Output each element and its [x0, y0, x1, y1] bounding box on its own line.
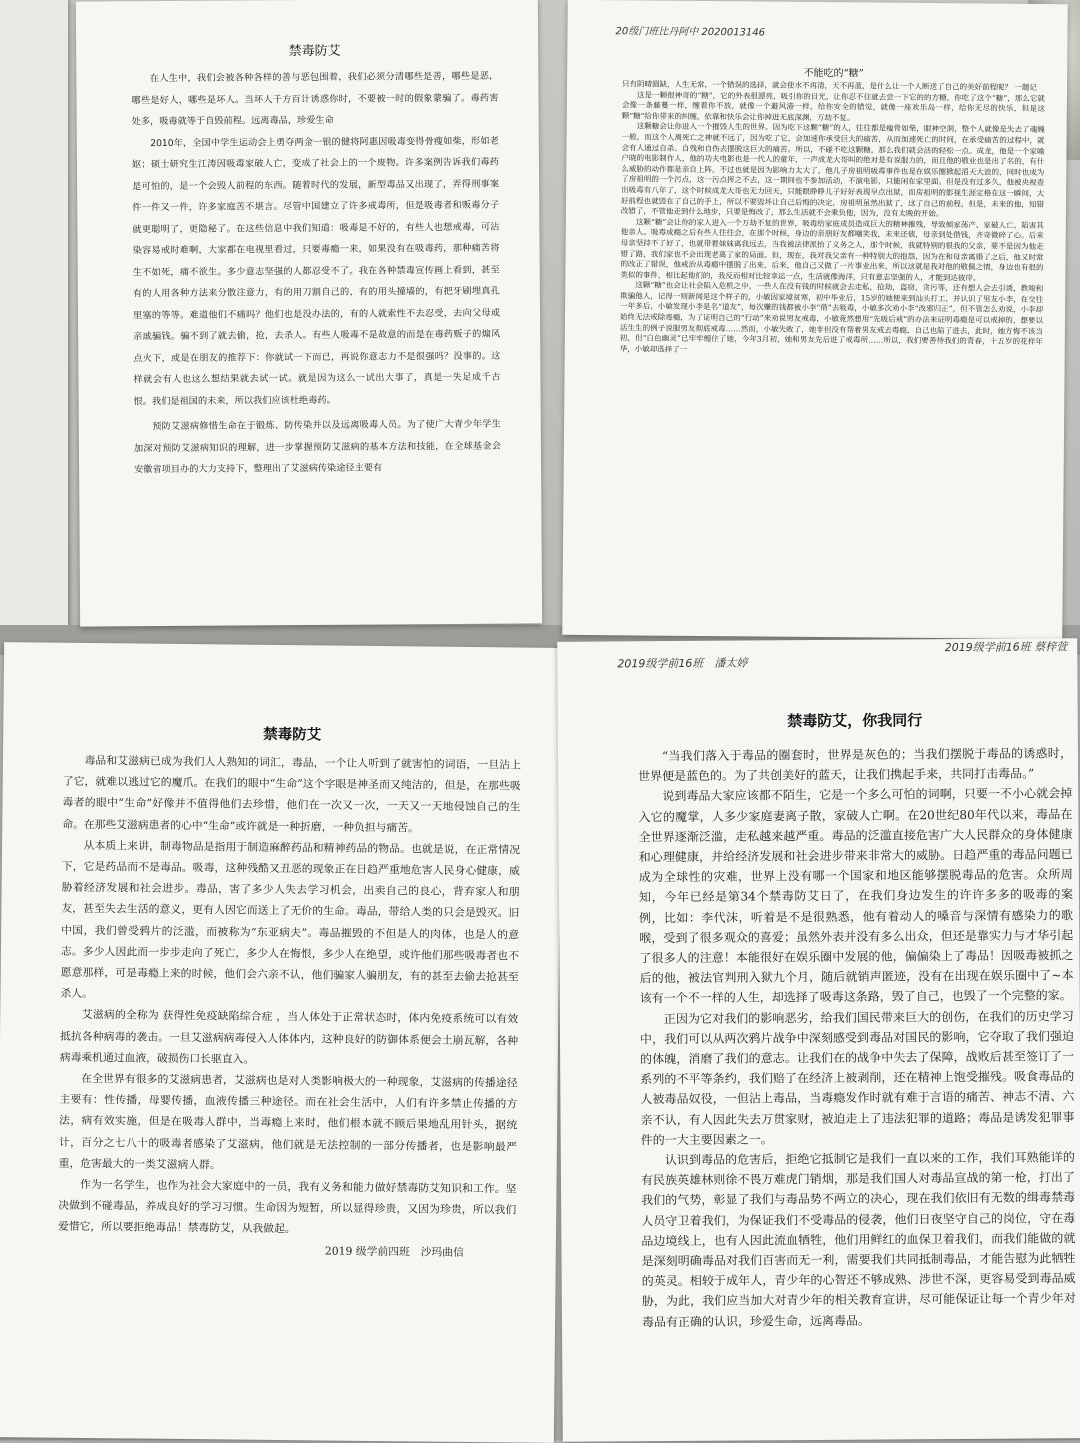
essay-title: 禁毒防艾，你我同行 [787, 711, 923, 731]
essay-paragraph: 作为一名学生，也作为社会大家庭中的一员，我有义务和能力做好禁毒防艾知识和工作。坚决做到不碰毒品，养成良好的学习习惯。生命因为短暂，所以显得珍贵，又因为珍贵，所以我们爱惜它，所以要拒绝毒品！禁毒防艾，从我做起。 [57, 1177, 517, 1236]
essay-paragraph: 在人生中，我们会被各种各样的善与恶包围着，我们必须分清哪些是善，哪些是恶，哪些是好人，哪些是坏人。当坏人千方百计诱惑你时，不要被一时的假象蒙骗了。毒药害处多，吸毒就等于自毁前程。远离毒品，珍爱生命 [131, 70, 499, 128]
essay-paragraph: “当我们落入于毒品的圈套时，世界是灰色的；当我们摆脱于毒品的诱惑时，世界便是蓝色的。为了共创美好的蓝天，让我们携起手来，共同打击毒品。” [638, 746, 1073, 784]
essay-page-bottom-left [0, 642, 562, 1443]
essay-epigraph: 只有阴晴圆缺，人生无常，一个错误的选择，就会使水不再清，天不再蓝，是什么让一个人断送了自己的美好前程呢？ 一题记 [622, 79, 1037, 92]
handwritten-author-right: 2019级学前16班 蔡梓萱 [944, 640, 1068, 655]
essay-title: 禁毒防艾 [288, 43, 341, 60]
essay-paragraph: 从本质上来讲，制毒物品是指用于制造麻醉药品和精神药品的物品。也就是说，在正常情况下，它是药品而不是毒品。吸毒，这种残酷又丑恶的现象正在日趋严重地危害人民身心健康，威胁着经济发展和社会进步。毒品，害了多少人失去学习机会，出卖自己的良心，背弃家人和朋友，甚至失去生活的意义，更有人因它而送上了无价的生命。毒品，带给人类的只会是毁灭。旧中国，我们曾受鸦片的泛滥，而被称为“东亚病夫”。毒品摧毁的不但是人的肉体，也是人的意志。多少人因此而一步步走向了死亡，多少人在悔恨，多少人在绝望，或许他们那些吸毒者也不愿意那样，可是毒瘾上来的时候，他们会六亲不认，他们骗家人骗朋友，有的甚至去偷去抢甚至杀人。 [60, 838, 521, 1001]
essay-paragraph: 正因为它对我们的影响恶劣，给我们国民带来巨大的创伤，在我们的历史学习中，我们可以从两次鸦片战争中深刻感受到毒品对国民的影响，它夺取了我们强迫的体魄，消磨了我们的意志。让我们在的战争中失去了保障，战败后甚至签订了一系列的不平等条约，我们赔了在经济上被剥削，还在精神上饱受摧残。吸食毒品的人被毒品奴役，一但沾上毒品，当毒瘾发作时就有难于言语的痛苦、神志不清、六亲不认，有人因此失去万贯家财，被迫走上了违法犯罪的道路；毒品是诱发犯罪事件的一大主要因素之一。 [639, 1008, 1075, 1148]
essay-paragraph: 这颗糖会让你进入一个摧毁人生的世界。因为吃下这颗“糖”的人，往往都是瘦骨如柴，眼神空洞，整个人就像是失去了魂魄一般，而这个人离死亡之神就不远了，因为吃了它，会加速你承受巨大的痛苦，从而加速死亡的时间，在承受痛苦的过程中，就会有人通过自杀、自残和自伤去摆脱这巨大的痛苦。所以，不碰不吃这颗糖，那么我们就会活的轻松一点。成龙，他是一个家喻户晓的电影制作人，他的功夫电影也是一代人的童年，一声成龙大哥叫的绝对是有说服力的，而且他的敬业也是出了名的，有什么威胁的动作都是亲自上阵，不过也就是因为影响力太大了，他儿子房祖明吸毒事件也是在娱乐圈掀起滔天大浪的，同时也成为了房祖明的一个污点，这一污点挥之不去，这一期间也不参加活动，不演电影，只能闲在家里面。但是没有过多久，他被央视查出吸毒有八年了，这个时候成龙大哥也无力回天，只能眼睁睁儿子好好表现早点出狱，而房祖明的影视生涯定格在这一瞬间，大好前程也就毁在了自己的手上，所以不要毁坏让自己后悔的决定，房祖明虽然出狱了，这了自己的前程，但是，未来的他，知错改错了，不管他走到什么地步，只要是悔改了，那么生活就不会乘负他，因为，没有太晚的开始。 [620, 121, 1045, 219]
author-signature: 2019 级学前四班 沙玛曲信 [324, 1244, 464, 1259]
essay-paragraph: 说到毒品大家应该都不陌生，它是一个多么可怕的词啊，只要一不小心就会掉入它的魔掌，人多少家庭妻离子散，家破人亡啊。在20世纪80年代以来，毒品在全世界逐渐泛滥，走私越来越严重。毒品的泛滥直接危害广大人民群众的身体健康和心理健康，并给经济发展和社会进步带来非常大的威胁。日趋严重的毒品问题已成为全球性的灾难，世界上没有哪一个国家和地区能够摆脱毒品的危害。众所周知，今年已经是第34个禁毒防艾日了，在我们身边发生的许许多多的吸毒的案例，比如：李代沫，听着是不是很熟悉，他有着动人的嗓音与深情有感染力的歌喉，受到了很多观众的喜爱；虽然外表并没有多么出众，但还是靠实力与才华引起了很多人的注意！本能很好在娱乐圈中发展的他，偏偏染上了毒品！因吸毒被抓之后的他，被法官判刑入狱九个月，随后就销声匿迹，没有在出现在娱乐圈中了~本该有一个不一样的人生，却选择了吸毒这条路，毁了自己，也毁了一个完整的家。 [638, 786, 1074, 1006]
essay-title: 不能吃的“糖” [803, 67, 864, 80]
essay-page-top-left [76, 0, 542, 627]
essay-title: 禁毒防艾 [263, 725, 322, 744]
handwritten-author-left: 2019级学前16班 潘太婷 [617, 656, 748, 671]
essay-paragraph: 这是一颗很神奇的“糖”，它的外表很漂亮，吸引你的目光，让你忍不住就去尝一下它的的方糖，你吃了这个“糖”，那么它就会像一条藤蔓一样，缠着你不放，就像一个避风港一样，给你安全的错觉，就像一座欢乐岛一样，给你无尽的快乐，但是这颗“糖”给你带来的纠缠，依靠和快乐会让你掉进无底深渊，万劫不复。 [621, 90, 1045, 123]
essay-paragraph: 艾滋病的全称为 获得性免疫缺陷综合症 ，当人体处于正常状态时，体内免疫系统可以有效抵抗各种病毒的袭击。一旦艾滋病病毒侵入人体体内，这种良好的防御体系便会土崩瓦解，各种病毒乘机通过血液，破损伤口长驱直入。 [59, 1008, 519, 1066]
essay-paragraph: 毒品和艾滋病已成为我们人人熟知的词汇，毒品，一个让人听到了就害怕的词语，一旦沾上了它，就难以逃过它的魔爪。在我们的眼中“生命”这个字眼是神圣而又纯洁的，但是，在那些吸毒者的眼中“生命”好像并不值得他们去珍惜，他们在一次又一次，一天又一天地侵蚀自己的生命。在那些艾滋病患者的心中“生命”或许就是一种折磨，一种负担与痛苦。 [62, 753, 521, 835]
essay-paragraph: 在全世界有很多的艾滋病患者，艾滋病也是对人类影响极大的一种现象，艾滋病的传播途径主要有：性传播，母婴传播，血液传播三种途径。而在社会生活中，人们有许多禁止传播的方法，病有效实施，但是在吸毒人群中，当毒瘾上来时，他们根本就不顾后果地乱用针头，据统计，百分之七八十的吸毒者感染了艾滋病，他们就是无法控制的一部分传播者，也是影响最严重，危害最大的一类艾滋病人群。 [58, 1071, 518, 1172]
essay-paragraph: 这颗“糖”也会让社会陷入危机之中，一些人在没有钱的时候就会去走私，抢劫，盗窃，贪污等，还有想人会去引诱，教唆和欺骗他人，记得一则新闻是这个样子的，小敏因家境贫寒，初中毕业后，15岁的她便来到汕头打工，并认识了男友小李，在交往一年多后，小敏发现小李是名“道友”，每次赚的钱都被小李“借”去吸毒，小敏多次劝小李“改邪归正”，但不管怎么劝说，小李却始终无法戒除毒瘾，为了证明自己的“行动”来劝说男友戒毒，小敏竟然想用“先吸后戒”的办法来证明毒瘾是可以戒掉的，想要以活生生的例子说服男友彻底戒毒……然而，小敏失败了，她非但没有帮着男友戒去毒瘾，自己也陷了进去，此时，她方悔不该当初，但“白色幽灵”已牢牢缠住了她，今年3月初，她和男友先后进了戒毒所……所以，我们要善待我们的青春，十五岁的花样年华，小敏却选择了一 [619, 280, 1044, 354]
paper-edge [0, 0, 68, 640]
essay-paragraph: 认识到毒品的危害后，拒绝它抵制它是我们一直以来的工作，我们耳熟能详的有民族英雄林则徐不畏万难虎门销烟，那是我们国人对毒品宣战的第一枪，打出了我们的气势，彰显了我们与毒品势不两立的决心，现在我们依旧有无数的缉毒禁毒人员守卫着我们，为保证我们不受毒品的侵袭，他们日夜坚守自己的岗位，守在毒品边境线上，也有人因此流血牺牲，他们用鲜红的血保卫着我们，而我们能做的就是深刻明确毒品对我们百害而无一利，需要我们共同抵制毒品，才能告慰为此牺牲的英灵。相较于成年人，青少年的心智还不够成熟、涉世不深，更容易受到毒品威胁，为此，我们应当加大对青少年的相关教育宣讲，尽可能保证让每一个青少年对毒品有正确的认识，珍爱生命，远离毒品。 [640, 1150, 1076, 1329]
essay-page-top-right [562, 0, 1068, 639]
essay-paragraph: 这颗“糖”会让你的家人进入一个万劫不复的世界，吸毒给家庭成员造成巨大的精神摧残，导致倾家荡产、家破人亡、陷害其他亲人。吸毒成瘾之后有些人往往会，在那个时候，身边的亲朋好友都嘲笑我，未来还债，母亲到处借钱，齐奇微碎了心。后来母亲坚持不了好了，也就带着妹妹离我远去，当我被法律派抬了义务之人，那个时候，我就特别的很我的父亲，要不是因为他走错了路，我们家也不会出现老离了家的局面。但，现在，我对我父亲有一种特别大的抱怨，因为在和母亲离婚了之后，他又时常的改正了错误，他戒治从毒瘾中摆脱了出来，后来，他自己又做了一片事业出来，所以这就是我对他的敬佩之情，身边也有很的类似的事件，相比起他们的，我反而相对比较幸运一点，生活就像海洋，只有意志坚强的人，才能到达彼岸。 [620, 217, 1044, 283]
essay-paragraph: 2010年，全国中学生运动会上勇夺两金一银的健将阿惠因吸毒变得骨瘦如柴，形如老妪；硕士研究生江涛因吸毒家破人亡，变成了社会上的一个废物。许多案例告诉我们毒药是可怕的，是一个会毁人前程的东西。随着时代的发展，新型毒品又出现了，弄得刑事案件一件又一件，许多家庭苦不堪言。尽管中国建立了许多戒毒所，但是吸毒者和贩毒分子就更聪明了，更隐秘了。在这些信息中我们知道：吸毒是不好的，有些人也想戒毒，可沾染容易戒时难啊，大家都在电视里看过，只要毒瘾一来，如果没有在吸毒药，那种痛苦将生不如死，痛不欲生。多少意志坚强的人都忍受不了。我在各种禁毒宣传画上看到，甚至有的人用各种方法来分散注意力，有的用刀割自己的，有的用头撞墙的，有把牙刷埋真孔里塞的等等。难道他们不痛吗？他们也是没办法的，有的人就索性不去忍受，去向父母或亲戚骗钱。骗不到了就去偷，抢，去杀人。有些人吸毒不是故意的而是在毒药贩子的煽风点火下，或是在朋友的推荐下：你就试一下而已，再说你意志力不是很强吗？没事的。这样就会有人也这么想结果就去试一试。就是因为这么一试出大事了，真是一失足成千古恨。我们是祖国的未来，所以我们应该杜绝毒药。 [131, 135, 501, 407]
handwritten-class-id: 20级门班比丹阿中 2020013146 [615, 26, 766, 39]
essay-paragraph: 预防艾滋病修惜生命在于锻炼、防传染并以及远离吸毒人员。为了使广大青少年学生加深对预防艾滋病知识的理解，进一步掌握预防艾滋病的基本方法和技能，在全球基金会安徽省项目办的大力支持下，整理出了艾滋病传染途径主要有 [133, 418, 501, 476]
essay-page-bottom-right [557, 638, 1080, 1442]
